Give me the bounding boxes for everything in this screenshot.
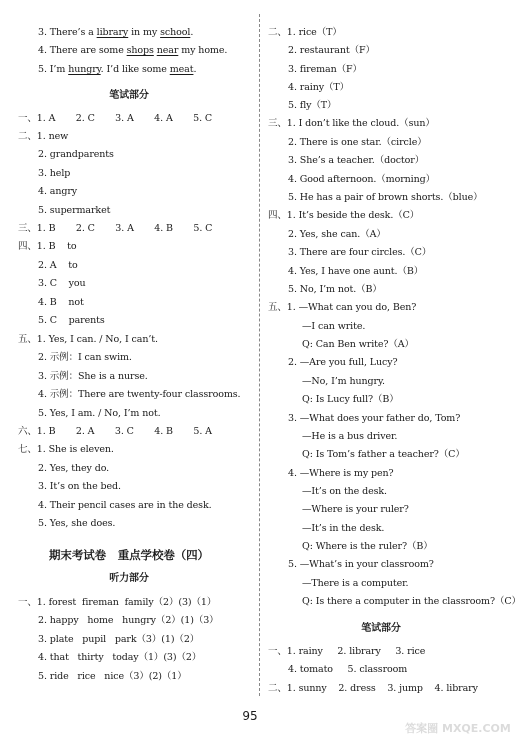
text-run: 3. There are four circles.（C） — [288, 247, 432, 258]
text-run: —I can write. — [302, 321, 366, 332]
text-run: 五、1. —What can you do, Ben? — [268, 302, 417, 313]
text-run: 一、1. forest fireman family（2）(3)（1） — [18, 597, 217, 608]
watermark-logo — [405, 702, 511, 747]
right-line — [288, 155, 424, 167]
left-line — [38, 149, 114, 161]
text-run: —No, I’m hungry. — [302, 376, 385, 387]
left-line — [18, 113, 212, 125]
right-line — [288, 664, 407, 676]
right-line — [288, 266, 423, 278]
underlined-word: meat — [169, 64, 194, 75]
left-line — [38, 168, 70, 180]
right-line — [288, 357, 398, 369]
text-run: 3. There’s a — [38, 27, 97, 38]
text-run: 4. rainy（T） — [288, 82, 350, 93]
right-line — [268, 118, 435, 130]
text-run: 4. angry — [38, 186, 78, 197]
text-run: 3. She’s a teacher.（doctor） — [288, 155, 425, 166]
page-number: 95 — [242, 709, 258, 723]
right-line — [302, 578, 408, 590]
text-run: my home. — [178, 45, 228, 56]
text-run: 5. C parents — [38, 315, 105, 326]
text-run: 四、1. B to — [18, 241, 77, 252]
text-run: 5. ride rice nice（3）(2)（1） — [38, 671, 187, 682]
text-run: 三、1. B 2. C 3. A 4. B 5. C — [18, 223, 213, 234]
right-line — [302, 431, 397, 443]
text-run: 4. that thirty today（1）(3)（2） — [38, 652, 202, 663]
left-line — [38, 389, 240, 401]
text-run: 2. restaurant（F） — [288, 45, 375, 56]
text-run: Q: Where is the ruler?（B） — [302, 541, 433, 552]
right-line — [288, 413, 460, 425]
text-run: 2. —Are you full, Lucy? — [288, 357, 398, 368]
right-line — [288, 82, 349, 94]
left-line — [38, 408, 161, 420]
right-line — [288, 284, 382, 296]
text-run: 2. Yes, she can.（A） — [288, 229, 386, 240]
text-run: 5. No, I’m not.（B） — [288, 284, 382, 295]
text-run: 三、1. I don’t like the cloud.（sun） — [268, 118, 435, 129]
text-run: 4. Their pencil cases are in the desk. — [38, 500, 212, 511]
text-run: 笔试部分 — [361, 623, 401, 634]
text-run: 3. 示例：She is a nurse. — [38, 371, 148, 382]
right-line — [288, 229, 386, 241]
text-run: —It’s on the desk. — [302, 486, 387, 497]
left-line — [38, 186, 77, 198]
right-line — [268, 302, 416, 314]
text-run: 笔试部分 — [109, 90, 149, 101]
right-line — [268, 646, 425, 658]
right-line — [302, 596, 521, 608]
underlined-word: near — [156, 45, 179, 56]
left-line — [18, 444, 114, 456]
left-line — [0, 573, 258, 585]
right-line — [302, 523, 384, 535]
text-run: 一、1. rainy 2. library 3. rice — [268, 646, 426, 657]
right-line — [302, 486, 387, 498]
left-line — [38, 652, 201, 664]
text-run: 3. plate pupil park（3）(1)（2） — [38, 634, 200, 645]
text-run: 5. supermarket — [38, 205, 111, 216]
left-line — [38, 671, 187, 683]
underlined-word: hungry — [68, 64, 101, 75]
left-line — [18, 223, 212, 235]
text-run: —There is a computer. — [302, 578, 409, 589]
right-line — [288, 468, 394, 480]
text-run: 5. I’m — [38, 64, 69, 75]
text-run: 二、1. new — [18, 131, 69, 142]
text-run: 4. Good afternoon.（morning） — [288, 174, 435, 185]
text-run: —It’s in the desk. — [302, 523, 385, 534]
underlined-word: library — [96, 27, 129, 38]
text-run: . — [190, 27, 194, 38]
right-line — [302, 449, 465, 461]
left-line — [38, 481, 121, 493]
left-line — [18, 241, 76, 253]
text-run: 4. —Where is my pen? — [288, 468, 394, 479]
right-line — [288, 174, 435, 186]
left-line — [38, 518, 115, 530]
text-run: 3. —What does your father do, Tom? — [288, 413, 461, 424]
text-run: 5. —What’s in your classroom? — [288, 559, 434, 570]
right-line — [288, 137, 427, 149]
text-run: 4. There are some — [38, 45, 127, 56]
right-line — [302, 376, 385, 388]
column-divider — [259, 14, 260, 696]
text-run: 5. Yes, she does. — [38, 518, 116, 529]
left-line — [38, 615, 219, 627]
left-line — [38, 45, 227, 57]
right-line — [302, 504, 409, 516]
left-line — [38, 463, 109, 475]
right-line — [268, 683, 478, 695]
right-line — [268, 27, 342, 39]
text-run: 听力部分 — [109, 573, 149, 584]
watermark-text: 答案圈 MXQE.COM — [405, 722, 511, 735]
text-run: 5. fly（T） — [288, 100, 337, 111]
left-line — [18, 334, 158, 346]
text-run: Q: Can Ben write?（A） — [302, 339, 414, 350]
left-line — [38, 297, 84, 309]
left-line — [38, 260, 78, 272]
left-line — [38, 315, 105, 327]
text-run: 2. Yes, they do. — [38, 463, 110, 474]
left-line — [0, 90, 258, 102]
text-run: 二、1. rice（T） — [268, 27, 342, 38]
text-run: —Where is your ruler? — [302, 504, 409, 515]
left-line — [38, 278, 86, 290]
text-run: 七、1. She is eleven. — [18, 444, 114, 455]
text-run: 3. fireman（F） — [288, 64, 362, 75]
text-run: Q: Is Lucy full?（B） — [302, 394, 399, 405]
text-run: in my — [128, 27, 161, 38]
text-run: Q: Is there a computer in the classroom?（C） — [302, 596, 521, 607]
left-line — [38, 352, 132, 364]
left-line — [38, 27, 193, 39]
left-line — [38, 500, 212, 512]
text-run: 3. It’s on the bed. — [38, 481, 121, 492]
right-line — [302, 541, 433, 553]
underlined-word: school — [160, 27, 191, 38]
right-line — [262, 623, 500, 635]
left-line — [38, 205, 110, 217]
right-line — [268, 210, 419, 222]
underlined-word: shops — [126, 45, 154, 56]
left-line — [18, 426, 212, 438]
text-run: 2. There is one star.（circle） — [288, 137, 427, 148]
right-line — [302, 321, 365, 333]
text-run: . I’d like some — [100, 64, 170, 75]
text-run: 期末考试卷 重点学校卷（四） — [49, 548, 209, 562]
text-run: —He is a bus driver. — [302, 431, 398, 442]
text-run: 2. A to — [38, 260, 78, 271]
text-run: . — [193, 64, 197, 75]
text-run: 五、1. Yes, I can. / No, I can’t. — [18, 334, 158, 345]
text-run: 4. B not — [38, 297, 84, 308]
text-run: 4. tomato 5. classroom — [288, 664, 408, 675]
right-line — [288, 100, 336, 112]
right-line — [288, 247, 431, 259]
left-line — [18, 131, 68, 143]
right-line — [288, 559, 434, 571]
left-line — [38, 64, 196, 76]
text-run: 4. 示例：There are twenty-four classrooms. — [38, 389, 241, 400]
left-line — [0, 549, 258, 561]
text-run: 四、1. It’s beside the desk.（C） — [268, 210, 420, 221]
left-line — [38, 634, 199, 646]
text-run: 2. 示例：I can swim. — [38, 352, 132, 363]
right-line — [288, 45, 375, 57]
text-run: Q: Is Tom’s father a teacher?（C） — [302, 449, 465, 460]
text-run: 六、1. B 2. A 3. C 4. B 5. A — [18, 426, 212, 437]
right-line — [288, 64, 362, 76]
left-line — [38, 371, 148, 383]
right-line — [288, 192, 483, 204]
left-line — [18, 597, 216, 609]
text-run: 二、1. sunny 2. dress 3. jump 4. library — [268, 683, 478, 694]
right-line — [302, 339, 414, 351]
text-run: 3. help — [38, 168, 71, 179]
text-run: 2. grandparents — [38, 149, 114, 160]
text-run: 5. He has a pair of brown shorts.（blue） — [288, 192, 483, 203]
text-run: 一、1. A 2. C 3. A 4. A 5. C — [18, 113, 213, 124]
right-line — [302, 394, 399, 406]
text-run: 4. Yes, I have one aunt.（B） — [288, 266, 424, 277]
text-run: 3. C you — [38, 278, 86, 289]
text-run: 2. happy home hungry（2）(1)（3） — [38, 615, 219, 626]
text-run: 5. Yes, I am. / No, I’m not. — [38, 408, 161, 419]
